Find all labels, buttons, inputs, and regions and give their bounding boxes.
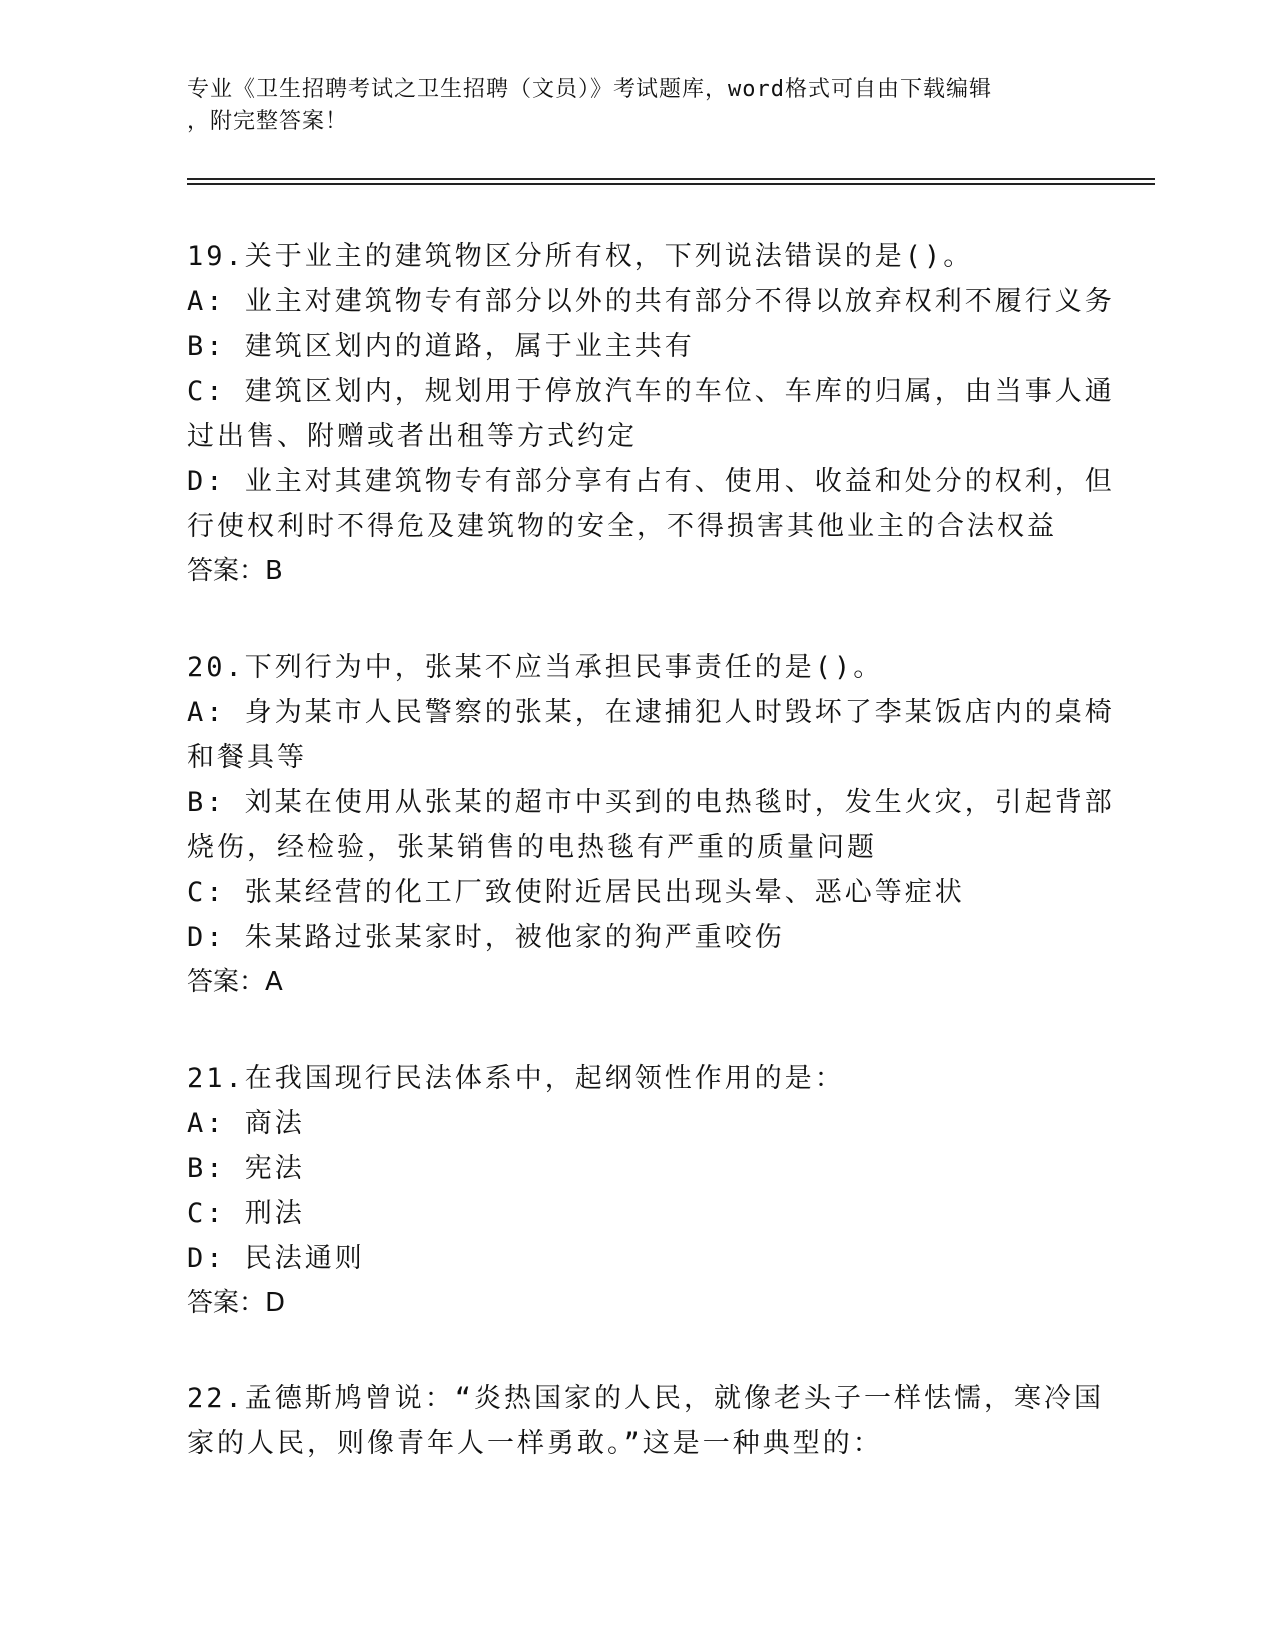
header-divider-bottom (187, 183, 1155, 185)
option-c: C: 张某经营的化工厂致使附近居民出现头晕、恶心等症状 (187, 877, 965, 908)
option-c: C: 建筑区划内，规划用于停放汽车的车位、车库的归属，由当事人通 (187, 376, 1115, 407)
question-stem: 20.下列行为中，张某不应当承担民事责任的是()。 (187, 652, 884, 683)
header-divider-top (187, 178, 1155, 180)
option-a: A: 商法 (187, 1108, 305, 1139)
option-b: B: 宪法 (187, 1153, 305, 1184)
option-d: D: 业主对其建筑物专有部分享有占有、使用、收益和处分的权利，但 (187, 466, 1115, 497)
option-b: B: 建筑区划内的道路，属于业主共有 (187, 331, 695, 362)
header-line-2: ，附完整答案！ (187, 109, 349, 134)
question-20 (187, 645, 1115, 1005)
option-b-continued: 烧伤，经检验，张某销售的电热毯有严重的质量问题 (187, 832, 877, 863)
option-a-continued: 和餐具等 (187, 742, 307, 773)
question-stem: 21.在我国现行民法体系中，起纲领性作用的是： (187, 1063, 845, 1094)
question-22 (187, 1376, 1105, 1466)
option-a: A: 身为某市人民警察的张某，在逮捕犯人时毁坏了李某饭店内的桌椅 (187, 697, 1115, 728)
document-header (187, 74, 1067, 138)
option-d-continued: 行使权利时不得危及建筑物的安全，不得损害其他业主的合法权益 (187, 511, 1057, 542)
header-line-1: 专业《卫生招聘考试之卫生招聘（文员）》考试题库，word格式可自由下载编辑 (187, 77, 992, 102)
option-d: D: 民法通则 (187, 1243, 365, 1274)
question-stem: 22.孟德斯鸠曾说：“炎热国家的人民，就像老头子一样怯懦，寒冷国 (187, 1383, 1105, 1414)
answer: 答案：A (187, 967, 283, 997)
option-a: A: 业主对建筑物专有部分以外的共有部分不得以放弃权利不履行义务 (187, 286, 1115, 317)
answer: 答案：D (187, 1288, 286, 1318)
option-c-continued: 过出售、附赠或者出租等方式约定 (187, 421, 637, 452)
question-stem-continued: 家的人民，则像青年人一样勇敢。”这是一种典型的： (187, 1428, 883, 1459)
option-c: C: 刑法 (187, 1198, 305, 1229)
question-19 (187, 234, 1115, 594)
option-b: B: 刘某在使用从张某的超市中买到的电热毯时，发生火灾，引起背部 (187, 787, 1115, 818)
answer: 答案：B (187, 556, 283, 586)
option-d: D: 朱某路过张某家时，被他家的狗严重咬伤 (187, 922, 785, 953)
question-stem: 19.关于业主的建筑物区分所有权，下列说法错误的是()。 (187, 241, 974, 272)
question-21 (187, 1056, 1087, 1326)
